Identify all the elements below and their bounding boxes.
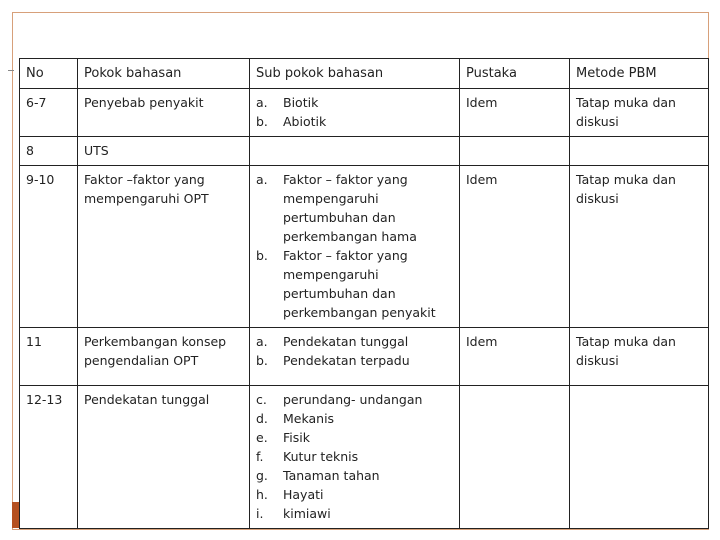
subtopic-marker: a. — [256, 334, 268, 349]
syllabus-table — [19, 58, 709, 529]
subtopic-marker: d. — [256, 411, 268, 426]
subtopic-marker: c. — [256, 392, 267, 407]
row-method — [570, 137, 709, 166]
subtopic-marker: g. — [256, 468, 268, 483]
row-reference: Idem — [460, 89, 570, 137]
subtopic-list — [256, 390, 453, 523]
subtopic-item — [256, 351, 453, 370]
subtopic-text: perundang- undangan — [283, 392, 423, 407]
row-topic: Pendekatan tunggal — [78, 386, 250, 529]
subtopic-list — [256, 93, 453, 131]
frame-tick — [8, 70, 14, 71]
row-method: Tatap muka dan diskusi — [570, 166, 709, 328]
subtopic-marker: i. — [256, 506, 264, 521]
subtopic-item — [256, 466, 453, 485]
row-reference — [460, 137, 570, 166]
subtopic-item — [256, 409, 453, 428]
subtopic-marker: a. — [256, 172, 268, 187]
header-reference: Pustaka — [460, 59, 570, 89]
row-method: Tatap muka dan diskusi — [570, 89, 709, 137]
subtopic-marker: h. — [256, 487, 268, 502]
row-number: 11 — [20, 328, 78, 386]
row-reference: Idem — [460, 328, 570, 386]
subtopic-item — [256, 390, 453, 409]
subtopic-item — [256, 112, 453, 131]
row-number: 8 — [20, 137, 78, 166]
subtopic-text: Tanaman tahan — [283, 468, 380, 483]
subtopic-text: Kutur teknis — [283, 449, 359, 464]
subtopic-text: Abiotik — [283, 114, 327, 129]
row-number: 9-10 — [20, 166, 78, 328]
row-number: 12-13 — [20, 386, 78, 529]
row-reference — [460, 386, 570, 529]
subtopic-text: kimiawi — [283, 506, 331, 521]
subtopic-marker: b. — [256, 114, 268, 129]
row-subtopics — [250, 328, 460, 386]
subtopic-marker: b. — [256, 353, 268, 368]
subtopic-text: Pendekatan terpadu — [283, 353, 410, 368]
subtopic-text: Biotik — [283, 95, 319, 110]
subtopic-marker: b. — [256, 248, 268, 263]
subtopic-text: Fisik — [283, 430, 310, 445]
table-row — [20, 328, 709, 386]
row-topic: Faktor –faktor yang mempengaruhi OPT — [78, 166, 250, 328]
table-row — [20, 137, 709, 166]
row-method — [570, 386, 709, 529]
subtopic-item — [256, 428, 453, 447]
row-subtopics — [250, 386, 460, 529]
row-method: Tatap muka dan diskusi — [570, 328, 709, 386]
table-row — [20, 166, 709, 328]
subtopic-marker: f. — [256, 449, 264, 464]
table-header-row — [20, 59, 709, 89]
table-row — [20, 89, 709, 137]
subtopic-text: Mekanis — [283, 411, 335, 426]
row-topic: UTS — [78, 137, 250, 166]
header-method: Metode PBM — [570, 59, 709, 89]
subtopic-text: Faktor – faktor yang mempengaruhi pertumbuhan dan perkembangan hama — [283, 172, 417, 244]
row-topic: Perkembangan konsep pengendalian OPT — [78, 328, 250, 386]
row-subtopics — [250, 166, 460, 328]
row-subtopics — [250, 89, 460, 137]
row-reference: Idem — [460, 166, 570, 328]
header-subtopic: Sub pokok bahasan — [250, 59, 460, 89]
subtopic-item — [256, 485, 453, 504]
subtopic-list — [256, 170, 453, 322]
subtopic-text: Faktor – faktor yang mempengaruhi pertumbuhan dan perkembangan penyakit — [283, 248, 436, 320]
header-topic: Pokok bahasan — [78, 59, 250, 89]
subtopic-text: Pendekatan tunggal — [283, 334, 409, 349]
subtopic-list — [256, 332, 453, 370]
subtopic-marker: a. — [256, 95, 268, 110]
subtopic-item — [256, 447, 453, 466]
header-no: No — [20, 59, 78, 89]
subtopic-marker: e. — [256, 430, 268, 445]
row-topic: Penyebab penyakit — [78, 89, 250, 137]
table-row — [20, 386, 709, 529]
subtopic-item — [256, 246, 453, 322]
subtopic-item — [256, 170, 453, 246]
row-number: 6-7 — [20, 89, 78, 137]
subtopic-item — [256, 332, 453, 351]
row-subtopics — [250, 137, 460, 166]
subtopic-item — [256, 93, 453, 112]
subtopic-item — [256, 504, 453, 523]
subtopic-text: Hayati — [283, 487, 324, 502]
